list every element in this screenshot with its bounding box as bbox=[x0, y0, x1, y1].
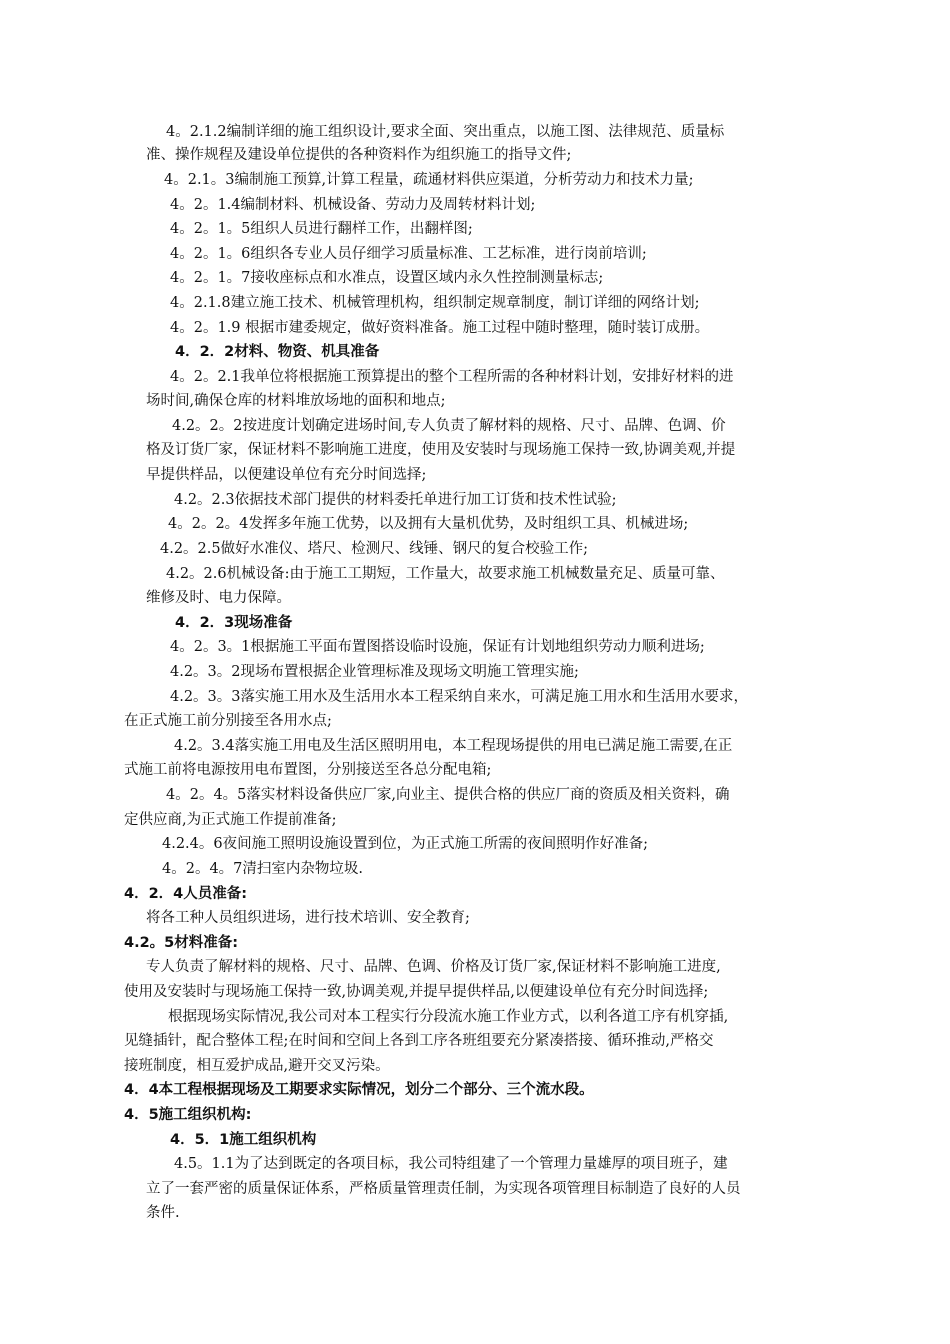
text-line: 4。2。1.4编制材料、机械设备、劳动力及周转材料计划; bbox=[170, 197, 536, 213]
text-line: 4。2.1。3编制施工预算,计算工程量，疏通材料供应渠道，分析劳动力和技术力量; bbox=[164, 172, 694, 188]
text-line: 4.2.4。6夜间施工照明设施设置到位，为正式施工所需的夜间照明作好准备; bbox=[162, 836, 649, 852]
text-line: 4。2。1。5组织人员进行翻样工作，出翻样图; bbox=[170, 221, 473, 237]
text-line: 使用及安装时与现场施工保持一致,协调美观,并提早提供样品,以便建设单位有充分时间选择; bbox=[124, 984, 709, 1000]
text-line: 4。2。2.1我单位将根据施工预算提出的整个工程所需的各种材料计划，安排好材料的进 bbox=[170, 369, 734, 385]
section-heading-4-5-1: 4．5．1施工组织机构 bbox=[170, 1132, 317, 1148]
text-line: 4。2.1.8建立施工技术、机械管理机构，组织制定规章制度，制订详细的网络计划; bbox=[170, 295, 700, 311]
text-line: 在正式施工前分别接至各用水点; bbox=[124, 713, 332, 729]
text-line: 4.5。1.1为了达到既定的各项目标，我公司特组建了一个管理力量雄厚的项目班子，建 bbox=[174, 1156, 728, 1172]
text-line: 将各工种人员组织进场，进行技术培训、安全教育; bbox=[146, 910, 470, 926]
text-line: 场时间,确保仓库的材料堆放场地的面积和地点; bbox=[146, 393, 446, 409]
text-line: 4.2。3.4落实施工用电及生活区照明用电，本工程现场提供的用电已满足施工需要,在正 bbox=[174, 738, 733, 754]
text-line: 4。2.1.2编制详细的施工组织设计,要求全面、突出重点，以施工图、法律规范、质量标 bbox=[166, 124, 725, 140]
section-heading-4-2-5: 4.2。5材料准备: bbox=[124, 935, 239, 951]
section-heading-4-4: 4．4本工程根据现场及工期要求实际情况，划分二个部分、三个流水段。 bbox=[124, 1082, 594, 1098]
text-line: 根据现场实际情况,我公司对本工程实行分段流水施工作业方式，以利各道工序有机穿插, bbox=[168, 1009, 729, 1025]
section-heading-4-2-4: 4．2．4人员准备: bbox=[124, 886, 248, 902]
text-line: 4.2。3。2现场布置根据企业管理标准及现场文明施工管理实施; bbox=[170, 664, 579, 680]
text-line: 4。2。1.9 根据市建委规定，做好资料准备。施工过程中随时整理，随时装订成册。 bbox=[170, 320, 710, 336]
text-line: 格及订货厂家，保证材料不影响施工进度，使用及安装时与现场施工保持一致,协调美观,并提 bbox=[146, 442, 736, 458]
text-line: 4。2。3。1根据施工平面布置图搭设临时设施，保证有计划地组织劳动力顺利进场; bbox=[170, 639, 705, 655]
text-line: 定供应商,为正式施工作提前准备; bbox=[124, 812, 337, 828]
section-heading-4-2-3: 4．2．3现场准备 bbox=[175, 615, 293, 631]
text-line: 4。2。1。7接收座标点和水准点，设置区域内永久性控制测量标志; bbox=[170, 270, 604, 286]
text-line: 条件. bbox=[146, 1205, 180, 1221]
text-line: 专人负责了解材料的规格、尺寸、品牌、色调、价格及订货厂家,保证材料不影响施工进度, bbox=[146, 959, 721, 975]
text-line: 4.2。2.6机械设备:由于施工工期短，工作量大，故要求施工机械数量充足、质量可靠、 bbox=[166, 566, 725, 582]
text-line: 4。2。1。6组织各专业人员仔细学习质量标准、工艺标准，进行岗前培训; bbox=[170, 246, 647, 262]
text-line: 4.2。2.3依据技术部门提供的材料委托单进行加工订货和技术性试验; bbox=[174, 492, 617, 508]
text-line: 4。2。4。7清扫室内杂物垃圾. bbox=[162, 861, 364, 877]
text-line: 早提供样品，以便建设单位有充分时间选择; bbox=[146, 467, 427, 483]
text-line: 4.2。2.5做好水准仪、塔尺、检测尺、线锤、钢尺的复合校验工作; bbox=[160, 541, 589, 557]
text-line: 见缝插针，配合整体工程;在时间和空间上各到工序各班组要充分紧凑搭接、循环推动,严格交 bbox=[124, 1033, 714, 1049]
text-line: 接班制度，相互爱护成品,避开交叉污染。 bbox=[124, 1058, 390, 1074]
text-line: 4。2。4。5落实材料设备供应厂家,向业主、提供合格的供应厂商的资质及相关资料，确 bbox=[166, 787, 730, 803]
text-line: 式施工前将电源按用电布置图，分别接送至各总分配电箱; bbox=[124, 762, 492, 778]
text-line: 立了一套严密的质量保证体系，严格质量管理责任制，为实现各项管理目标制造了良好的人员 bbox=[146, 1181, 741, 1197]
text-line: 维修及时、电力保障。 bbox=[146, 590, 291, 606]
section-heading-4-5: 4．5施工组织机构: bbox=[124, 1107, 252, 1123]
text-line: 4.2。3。3落实施工用水及生活用水本工程采纳自来水，可满足施工用水和生活用水要求， bbox=[170, 689, 749, 705]
text-line: 4.2。2。2按进度计划确定进场时间,专人负责了解材料的规格、尺寸、品牌、色调、价 bbox=[172, 418, 726, 434]
text-line: 准、操作规程及建设单位提供的各种资料作为组织施工的指导文件; bbox=[146, 147, 572, 163]
text-line: 4。2。2。4发挥多年施工优势，以及拥有大量机优势，及时组织工具、机械进场; bbox=[168, 516, 689, 532]
section-heading-4-2-2: 4．2．2材料、物资、机具准备 bbox=[175, 344, 380, 360]
